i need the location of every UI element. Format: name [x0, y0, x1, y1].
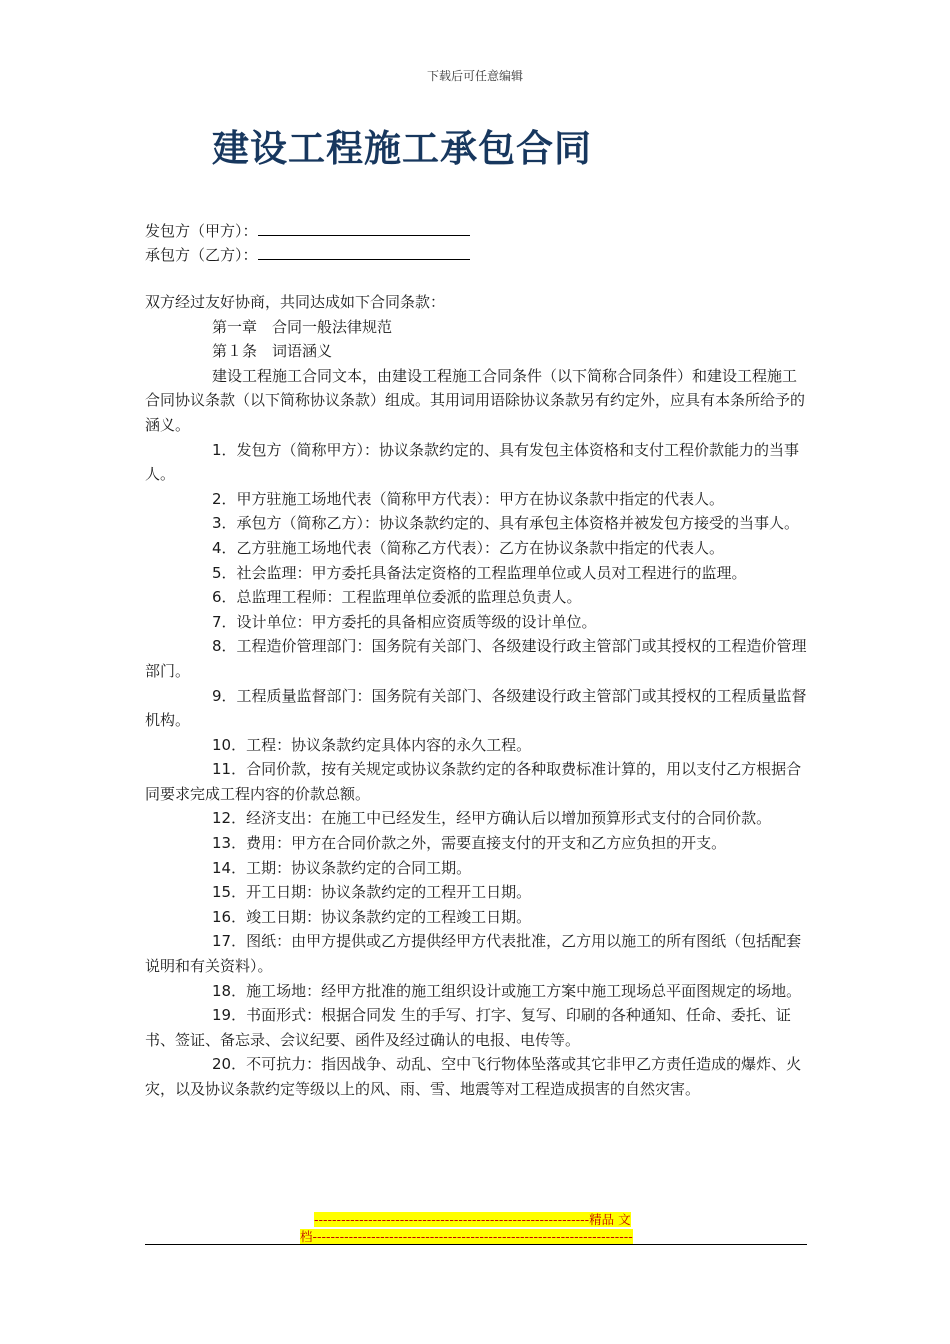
- contract-body: [145, 290, 807, 1102]
- party-a-row: [145, 219, 470, 241]
- definition-item: 6．总监理工程师：工程监理单位委派的监理总负责人。: [212, 588, 582, 607]
- definition-item: 16．竣工日期：协议条款约定的工程竣工日期。: [212, 907, 532, 926]
- document-title: 建设工程施工承包合同: [212, 126, 592, 170]
- intro-text: 双方经过友好协商，共同达成如下合同条款：: [145, 293, 446, 311]
- party-b-row: [145, 243, 470, 265]
- footer-divider: [145, 1244, 807, 1245]
- definition-item: 5．社会监理：甲方委托具备法定资格的工程监理单位或人员对工程进行的监理。: [212, 563, 747, 582]
- definition-item: 9．工程质量监督部门：国务院有关部门、各级建设行政主管部门或其授权的工程质量监督机构。: [145, 686, 807, 730]
- footer-line-2: 档-----------------------------------------------------------------------: [300, 1229, 633, 1244]
- definition-item: 1．发包方（简称甲方）：协议条款约定的、具有发包主体资格和支付工程价款能力的当事人。: [145, 440, 800, 484]
- definition-item: 14．工期：协议条款约定的合同工期。: [212, 858, 472, 877]
- party-a-label: 发包方（甲方）：: [145, 222, 258, 240]
- definition-item: 2．甲方驻施工场地代表（简称甲方代表）：甲方在协议条款中指定的代表人。: [212, 489, 725, 508]
- footer-watermark: [300, 1211, 652, 1245]
- definition-item: 11．合同价款，按有关规定或协议条款约定的各种取费标准计算的，用以支付乙方根据合同要求完成工程内容的价款总额。: [145, 760, 802, 803]
- definition-item: 7．设计单位：甲方委托的具备相应资质等级的设计单位。: [212, 612, 597, 631]
- preamble-text: 建设工程施工合同文本，由建设工程施工合同条件（以下简称合同条件）和建设工程施工合同协议条款（以下简称协议条款）组成。其用词用语除协议条款另有约定外，应具有本条所给予的涵义。: [145, 366, 806, 434]
- footer-line-1: -------------------------------------------------------------精品 文: [314, 1212, 631, 1227]
- party-a-blank[interactable]: [258, 219, 470, 236]
- definition-item: 3．承包方（简称乙方）：协议条款约定的、具有承包主体资格并被发包方接受的当事人。: [212, 514, 800, 533]
- chapter-heading: 第一章 合同一般法律规范: [212, 317, 393, 336]
- party-b-blank[interactable]: [258, 243, 470, 260]
- definition-item: 8．工程造价管理部门：国务院有关部门、各级建设行政主管部门或其授权的工程造价管理部门。: [145, 637, 807, 680]
- definition-item: 15．开工日期：协议条款约定的工程开工日期。: [212, 883, 532, 902]
- definition-item: 4．乙方驻施工场地代表（简称乙方代表）：乙方在协议条款中指定的代表人。: [212, 538, 725, 557]
- definition-item: 18．施工场地：经甲方批准的施工组织设计或施工方案中施工现场总平面图规定的场地。: [212, 981, 802, 1000]
- definition-item: 10．工程：协议条款约定具体内容的永久工程。: [212, 735, 532, 754]
- definition-item: 13．费用：甲方在合同价款之外，需要直接支付的开支和乙方应负担的开支。: [212, 834, 727, 853]
- definition-item: 17．图纸：由甲方提供或乙方提供经甲方代表批准，乙方用以施工的所有图纸（包括配套说明和有关资料）。: [145, 932, 802, 976]
- definition-item: 12．经济支出：在施工中已经发生，经甲方确认后以增加预算形式支付的合同价款。: [212, 809, 772, 828]
- article-heading: 第１条 词语涵义: [212, 342, 333, 361]
- party-b-label: 承包方（乙方）：: [145, 246, 258, 264]
- definition-item: 19．书面形式：根据合同发 生的手写、打字、复写、印刷的各种通知、任命、委托、证书、签证、备忘录、会议纪要、函件及经过确认的电报、电传等。: [145, 1006, 791, 1049]
- definition-item: 20．不可抗力：指因战争、动乱、空中飞行物体坠落或其它非甲乙方责任造成的爆炸、火灾，以及协议条款约定等级以上的风、雨、雪、地震等对工程造成损害的自然灾害。: [145, 1055, 802, 1098]
- header-note: 下载后可任意编辑: [426, 69, 523, 83]
